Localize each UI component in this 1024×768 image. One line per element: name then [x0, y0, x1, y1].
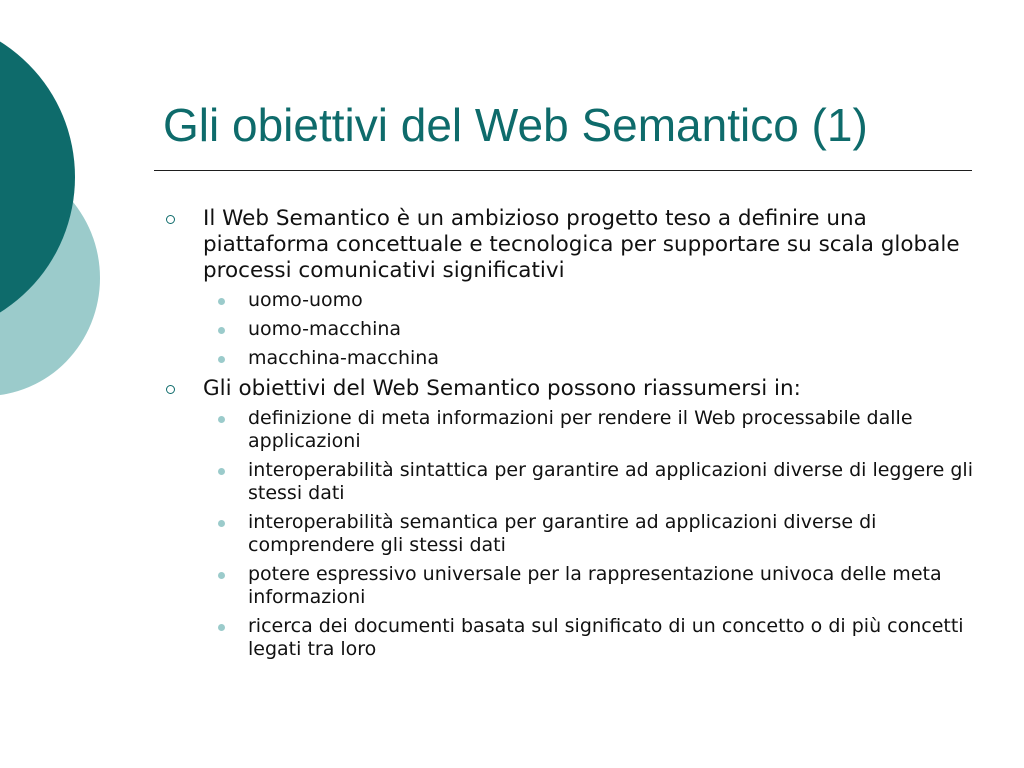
sub-bullet-text: interoperabilità sintattica per garantire ad applicazioni diverse di leggere gli stessi dati — [248, 459, 973, 504]
sub-bullet-text: ricerca dei documenti basata sul significato di un concetto o di più concetti legati tra loro — [248, 615, 964, 660]
sub-bullet-item — [203, 459, 982, 505]
sub-bullet-item — [203, 563, 982, 609]
slide-body — [162, 206, 982, 667]
sub-bullet-item — [203, 407, 982, 453]
filled-dot-bullet-icon — [218, 327, 225, 334]
sub-bullet-text: interoperabilità semantica per garantire ad applicazioni diverse di comprendere gli stessi dati — [248, 511, 877, 556]
sub-bullet-item — [203, 318, 982, 341]
bullet-text: Il Web Semantico è un ambizioso progetto teso a definire una piattaforma concettuale e tecnologica per supportare su scala globale processi comunicativi significativi — [203, 206, 960, 283]
sub-bullet-list — [203, 407, 982, 661]
hollow-circle-bullet-icon — [166, 385, 175, 394]
filled-dot-bullet-icon — [218, 520, 225, 527]
filled-dot-bullet-icon — [218, 572, 225, 579]
sub-bullet-text: uomo-macchina — [248, 318, 402, 340]
filled-dot-bullet-icon — [218, 624, 225, 631]
filled-dot-bullet-icon — [218, 468, 225, 475]
bullet-item — [162, 376, 982, 661]
sub-bullet-text: uomo-uomo — [248, 289, 363, 311]
bullet-text: Gli obiettivi del Web Semantico possono riassumersi in: — [203, 376, 801, 401]
sub-bullet-item — [203, 289, 982, 312]
bullet-item — [162, 206, 982, 370]
slide-title: Gli obiettivi del Web Semantico (1) — [163, 99, 868, 151]
filled-dot-bullet-icon — [218, 416, 225, 423]
filled-dot-bullet-icon — [218, 298, 225, 305]
title-divider — [154, 170, 972, 171]
hollow-circle-bullet-icon — [166, 215, 175, 224]
sub-bullet-text: potere espressivo universale per la rappresentazione univoca delle meta informazioni — [248, 563, 942, 608]
sub-bullet-text: macchina-macchina — [248, 347, 439, 369]
filled-dot-bullet-icon — [218, 356, 225, 363]
sub-bullet-item — [203, 615, 982, 661]
sub-bullet-item — [203, 347, 982, 370]
sub-bullet-item — [203, 511, 982, 557]
sub-bullet-list — [203, 289, 982, 370]
sub-bullet-text: definizione di meta informazioni per rendere il Web processabile dalle applicazioni — [248, 407, 913, 452]
